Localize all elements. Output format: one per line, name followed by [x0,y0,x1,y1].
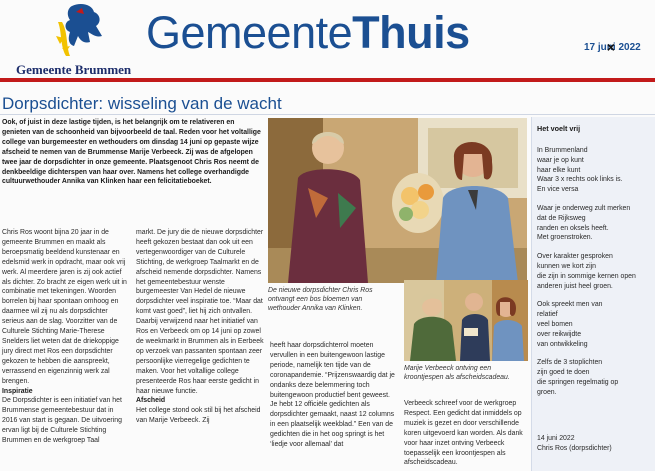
poem-stanza [537,204,651,243]
poem-line: Met groenstroken. [537,234,593,242]
poem-line: relatief [537,311,558,319]
article-column-4 [404,399,528,468]
article-column-3 [270,341,398,450]
issue-date-struck-letter: n × [607,42,613,53]
poem-line: Ook spreekt men van [537,301,603,309]
poem-stanza [537,300,651,349]
header-rule [0,78,655,82]
poem-line: kunnen we kort zijn [537,262,596,270]
photo-caption-1: De nieuwe dorpsdichter Chris Ros ontvangt een bos bloemen van wethouder Annika van Klinken. [268,287,373,313]
lion-crest-logo [52,2,114,60]
issue-date-prefix: 17 ju [584,42,607,53]
article-column-2 [136,228,264,426]
poem-line: die zijn in sommige kernen open [537,272,636,280]
poem-author: Chris Ros (dorpsdichter) [537,444,612,452]
poem-line: Over karakter gesproken [537,253,613,261]
headline-divider [0,114,655,115]
municipality-name: Gemeente Brummen [16,62,132,77]
poem-line: Waar 3 x rechts ook links is. [537,176,623,184]
poem-stanza [537,146,651,195]
photo-pen-gift [404,280,528,361]
poem-line: van ontwikkeling [537,340,588,348]
poem-line: veel bomen [537,320,573,328]
poem-line: groen. [537,388,557,396]
poem-line: Waar je onderweg zult merken [537,204,631,212]
issue-date-suffix: i 2022 [612,42,641,53]
poem-stanza [537,358,651,397]
poem-date: 14 juni 2022 [537,435,575,442]
poem-line: En vice versa [537,186,579,194]
issue-date [584,42,641,53]
masthead-title-part1: Gemeente [146,7,353,58]
poem-line: Zelfs de 3 stoplichten [537,359,603,367]
poem-body [537,146,651,407]
col2-paragraph-1: markt. De jury die de nieuwe dorpsdichter heeft gekozen bestaat dan ook uit een vertegenwoordiger van de Culturele Stichting, de werkgroep Taalmarkt en de afscheid nemende dorpsdichter. Namens het gemeentebestuur wenste burgemeester Van Hedel de nieuwe dorpsdichter veel inspiratie toe. “Maar dat komt vast goed”, liet hij zich ontvallen. Daarbij verwijzend naar het initiatief van Ros en Verbeeck om op 14 juni op zowel de weekmarkt in Brummen als in Eerbeek op verzoek van passanten spontaan zeer persoonlijke vierregelige gedichten te maken. Voor het voltallige college presenteerde Ros haar eerste gedicht in haar nieuwe functie. [136,229,264,395]
col1-paragraph-2: De Dorpsdichter is een initiatief van het Brummense gemeentebestuur dat in 2016 van start is gegaan. De uitvoering ervan ligt bij de Culturele Stichting Brummen en de werkgroep Taal [2,397,122,445]
poem-line: zijn goed te doen [537,369,590,377]
col3-paragraph-1: heeft haar dorpsdichterrol moeten vervullen in een buitengewoon lastige periode, namelijk ten tijde van de coronapandemie. “Prijzenswaardig dat je ondanks deze belemmering toch buitengewoon productief bent geweest. Je hebt 12 officiële gedichten als dorpsdichter gemaakt, naast 12 columns in een plaatselijk weekblad.” Een van de gedichten die in het oog springt is het ‘liedje voor allemaal’ dat [270,342,395,449]
col2-paragraph-2: Het college stond ook stil bij het afscheid van Marije Verbeeck. Zij [136,407,261,425]
photo-flowers-handover [268,118,527,283]
poem-line: anderen juist heel groen. [537,282,613,290]
poem-line: randen en oksels heeft. [537,224,609,232]
masthead-title [146,8,470,58]
poem-line: dat de Rijksweg [537,214,586,222]
subheading-afscheid: Afscheid [136,397,166,405]
masthead-title-part2: Thuis [352,7,470,58]
poem-line: over reikwijdte [537,330,582,338]
col4-paragraph-1: Verbeeck schreef voor de werkgroep Respect. Een gedicht dat inmiddels op muziek is gezet en door verschillende koren uitgevoerd kan worden. Als dank voor haar inzet ontving Verbeeck toepasselijk een kroontjespen als afscheidscadeau. [404,400,523,467]
photo-caption-2: Marije Verbeeck ontving een kroontjespen als afscheidscadeau. [404,365,510,382]
article-column-1 [2,228,130,446]
poem-stanza [537,252,651,291]
poem-title: Het voelt vrij [537,124,581,133]
col1-paragraph-1: Chris Ros woont bijna 20 jaar in de gemeente Brummen en maakt als beroepsmatig beeldend kunstenaar en edelsmid werk in opdracht, maar ook vrij werk. Al meerdere jaren is zij ook actief als dichter. Zo bracht ze eigen werk uit in combinatie met tekeningen. Woorden borrelen bij haar spontaan omhoog en daarmee wil zij nu als dorpsdichter serieus aan de slag. Voorzitter van de Culturele Stichting Marie-Therese Snelders liet weten dat de driekoppige jury direct met Ros een dorpsdichter gekozen te hebben die aanspreekt, verrassend en eigenzinnig werk zal brengen. [2,229,127,385]
article-intro: Ook, of juist in deze lastige tijden, is het belangrijk om te relativeren en genieten van de schoonheid van bijvoorbeeld de taal. Reden voor het voltallige college van burgemeester en wethouders om dinsdag 14 juni op gepaste wijze afscheid te nemen van de Brummense Marije Verbeeck. Zij was de afgelopen twee jaar de dorpsdichter in onze gemeente. Plaatsgenoot Chris Ros neemt de denkbeeldige dichterspen van haar over. Namens het college overhandigde cultuurwethouder Annika van Klinken haar een felicitatieboeket. [2,119,261,186]
poem-line: In Brummenland [537,147,588,154]
poem-line: haar elke kunt [537,166,581,174]
poem-line: die springen regelmatig op [537,378,619,386]
article-headline: Dorpsdichter: wisseling van de wacht [2,94,282,113]
subheading-inspiratie: Inspiratie [2,387,33,395]
poem-signature [537,434,651,454]
poem-line: waar je op kunt [537,156,584,164]
